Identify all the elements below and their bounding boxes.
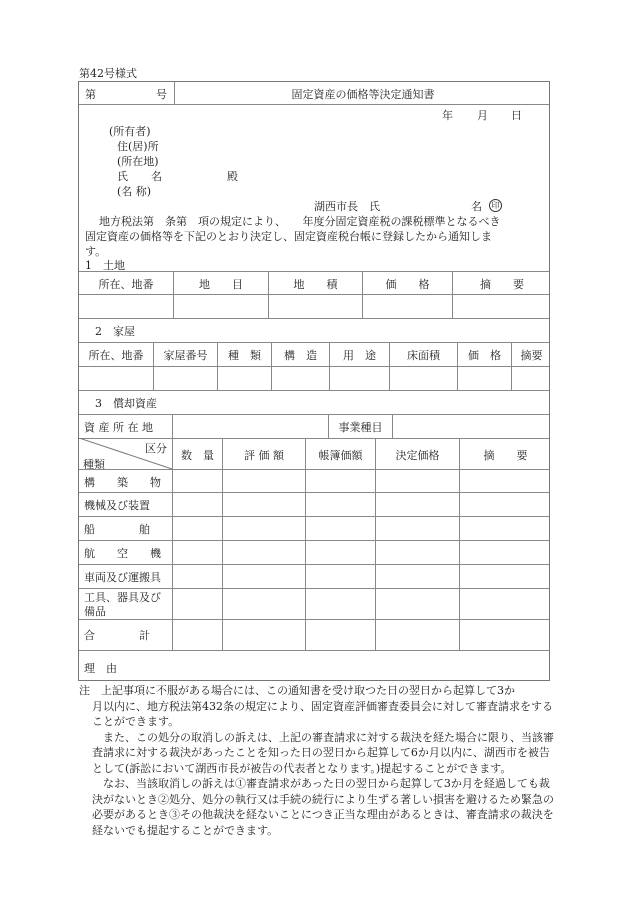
divider [79, 619, 549, 620]
form-number: 第42号様式 [79, 67, 137, 80]
owner-label: (所有者) [109, 125, 151, 138]
date-year: 年 [442, 109, 453, 122]
business-type-label: 事業種目 [338, 421, 383, 434]
land-col-location: 所在、地番 [98, 278, 154, 291]
note-paragraph-2: また、この処分の取消しの訴えは、上記の審査請求に対する裁決を経た場合に限り、当該審査請求に対する裁決があったことを知った日の翌日から起算して6か月以内に、湖西市を被告として(訴訟において湖西市長が被告の代表者となります。)提起することができます。 [92, 730, 554, 775]
house-col-structure: 構 造 [284, 349, 317, 362]
depr-row-ships: 船 舶 [84, 523, 150, 536]
note-paragraph-3: なお、当該取消しの訴えは①審査請求があった日の翌日から起算して3か月を経過しても裁決がないとき②処分、処分の執行又は手続の続行により生ずる著しい損害を避けるため緊急の必要があるとき③その他裁決を経ないことにつき正当な理由があるときは、審査請求の裁決を経ないでも提起することができます。 [92, 777, 554, 837]
house-section-label: 2 家屋 [95, 325, 135, 338]
honorific: 殿 [227, 170, 238, 183]
depr-row-aircraft: 航 空 機 [84, 547, 161, 560]
divider [79, 540, 549, 541]
depr-row-total: 合 計 [84, 629, 150, 642]
divider [79, 294, 549, 295]
corner-header-type: 種類 [83, 458, 105, 471]
issuer-name-suffix: 名 [471, 200, 482, 213]
divider [79, 650, 549, 651]
depr-col-book-value: 帳簿価額 [318, 449, 363, 462]
divider [79, 366, 549, 367]
body-text-line-3: す。 [85, 245, 107, 258]
body-text-line-2: 固定資産の価格等を下記のとおり決定し、固定資産税台帳に登録したから通知しま [85, 230, 492, 243]
divider [79, 469, 549, 470]
note-paragraph-1-rest: 月以内に、地方税法第432条の規定により、固定資産評価審査委員会に対して審査請求をすることができます。 [92, 699, 553, 728]
divider [392, 414, 393, 438]
divider [79, 342, 549, 343]
divider [79, 390, 549, 391]
divider [172, 414, 173, 438]
depreciable-section-label: 3 償却資産 [95, 397, 157, 410]
name-label-2: 名 [151, 170, 162, 183]
entity-name-label: (名 称) [117, 185, 152, 198]
number-label-suffix: 号 [156, 88, 167, 101]
land-section-label: 1 土地 [85, 259, 125, 272]
depr-row-vehicles: 車両及び運搬具 [84, 571, 161, 584]
divider [79, 414, 549, 415]
corner-header-category: 区分 [145, 442, 167, 455]
land-col-price: 価 格 [385, 278, 430, 291]
land-col-category: 地 目 [199, 278, 243, 291]
name-label-1: 氏 [117, 170, 128, 183]
number-label-prefix: 第 [85, 88, 96, 101]
body-text-line-1: 地方税法第 条第 項の規定により、 年度分固定資産税の課税標準となるべき [99, 215, 501, 228]
date-month: 月 [477, 109, 488, 122]
depr-col-remarks: 摘 要 [483, 449, 528, 462]
depr-row-machinery: 機械及び装置 [84, 499, 150, 512]
location-label: (所在地) [117, 155, 159, 168]
house-col-number: 家屋番号 [163, 349, 208, 362]
depr-col-decided-price: 決定価格 [395, 449, 440, 462]
depr-col-quantity: 数 量 [181, 449, 214, 462]
notice-form [78, 81, 550, 681]
divider [79, 492, 549, 493]
depr-col-valuation: 評 価 額 [244, 449, 284, 462]
house-col-price: 価 格 [468, 349, 501, 362]
divider [79, 516, 549, 517]
divider [79, 271, 549, 272]
divider [79, 564, 549, 565]
house-col-floor-area: 床面積 [407, 349, 440, 362]
document-title: 固定資産の価格等決定通知書 [291, 88, 435, 101]
notice-number-field [85, 86, 167, 102]
date-day: 日 [511, 109, 522, 122]
depr-row-tools: 工具、器具及び備品 [84, 591, 161, 618]
house-col-remarks: 摘要 [520, 349, 543, 362]
divider [79, 318, 549, 319]
divider [79, 588, 549, 589]
notes-section [79, 683, 554, 838]
divider [79, 104, 549, 105]
house-col-use: 用 途 [343, 349, 376, 362]
address-label: 住(居)所 [117, 140, 159, 153]
house-col-location: 所在、地番 [88, 349, 144, 362]
land-col-area: 地 積 [293, 278, 338, 291]
depr-row-structures: 構 築 物 [84, 476, 161, 489]
note-paragraph-1-lead: 注 上記事項に不服がある場合には、この通知書を受け取つた日の翌日から起算して3か [79, 684, 515, 697]
land-col-remarks: 摘 要 [480, 278, 524, 291]
asset-location-label: 資 産 所 在 地 [84, 421, 153, 434]
issuer-title: 湖西市長 氏 [314, 200, 380, 213]
house-col-type: 種 類 [228, 349, 261, 362]
reason-label: 理 由 [84, 662, 117, 675]
official-seal-icon: 印 [489, 198, 502, 212]
